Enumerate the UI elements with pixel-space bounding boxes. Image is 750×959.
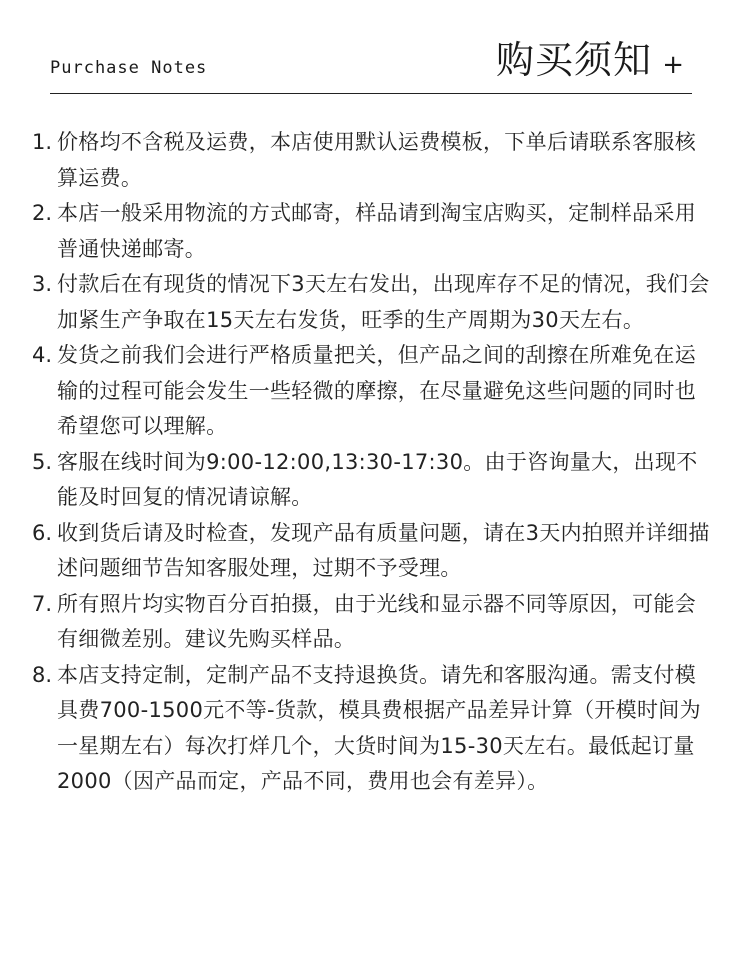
note-item: [32, 125, 712, 196]
note-number: 1.: [32, 130, 53, 154]
header-title-en: Purchase Notes: [50, 58, 208, 78]
note-text: 付款后在有现货的情况下3天左右发出，出现库存不足的情况，我们会加紧生产争取在15天左右发货，旺季的生产周期为30天左右。: [57, 272, 710, 332]
note-text: 客服在线时间为9:00-12:00,13:30-17:30。由于咨询量大，出现不能及时回复的情况请谅解。: [57, 449, 698, 509]
note-text: 收到货后请及时检查，发现产品有质量问题，请在3天内拍照并详细描述问题细节告知客服处理，过期不予受理。: [57, 520, 710, 580]
note-text: 本店支持定制，定制产品不支持退换货。请先和客服沟通。需支付模具费700-1500元不等-货款，模具费根据产品差异计算（开模时间为一星期左右）每次打烊几个，大货时间为15-30天左右。最低起订量2000（因产品而定，产品不同，费用也会有差异）。: [57, 662, 701, 793]
header-divider: [50, 93, 692, 94]
note-item: [32, 267, 712, 338]
note-text: 所有照片均实物百分百拍摄，由于光线和显示器不同等原因，可能会有细微差别。建议先购买样品。: [57, 591, 696, 651]
note-item: [32, 587, 712, 658]
note-number: 7.: [32, 591, 53, 616]
note-item: [32, 658, 712, 800]
note-number: 4.: [32, 343, 53, 367]
plus-icon: +: [662, 50, 684, 80]
header-title-cn: 购买须知: [495, 38, 652, 82]
note-text: 本店一般采用物流的方式邮寄，样品请到淘宝店购买，定制样品采用普通快递邮寄。: [57, 201, 696, 261]
note-text: 发货之前我们会进行严格质量把关，但产品之间的刮擦在所难免在运输的过程可能会发生一些轻微的摩擦，在尽量避免这些问题的同时也希望您可以理解。: [57, 343, 696, 438]
note-text: 价格均不含税及运费，本店使用默认运费模板，下单后请联系客服核算运费。: [57, 130, 696, 190]
purchase-notes-list: [32, 125, 712, 800]
page-header: [50, 38, 692, 94]
note-item: [32, 338, 712, 445]
note-item: [32, 445, 712, 516]
note-number: 6.: [32, 520, 53, 545]
note-number: 2.: [32, 201, 53, 225]
note-item: [32, 196, 712, 267]
note-number: 5.: [32, 449, 53, 474]
note-item: [32, 516, 712, 587]
note-number: 8.: [32, 662, 53, 687]
note-number: 3.: [32, 272, 53, 296]
